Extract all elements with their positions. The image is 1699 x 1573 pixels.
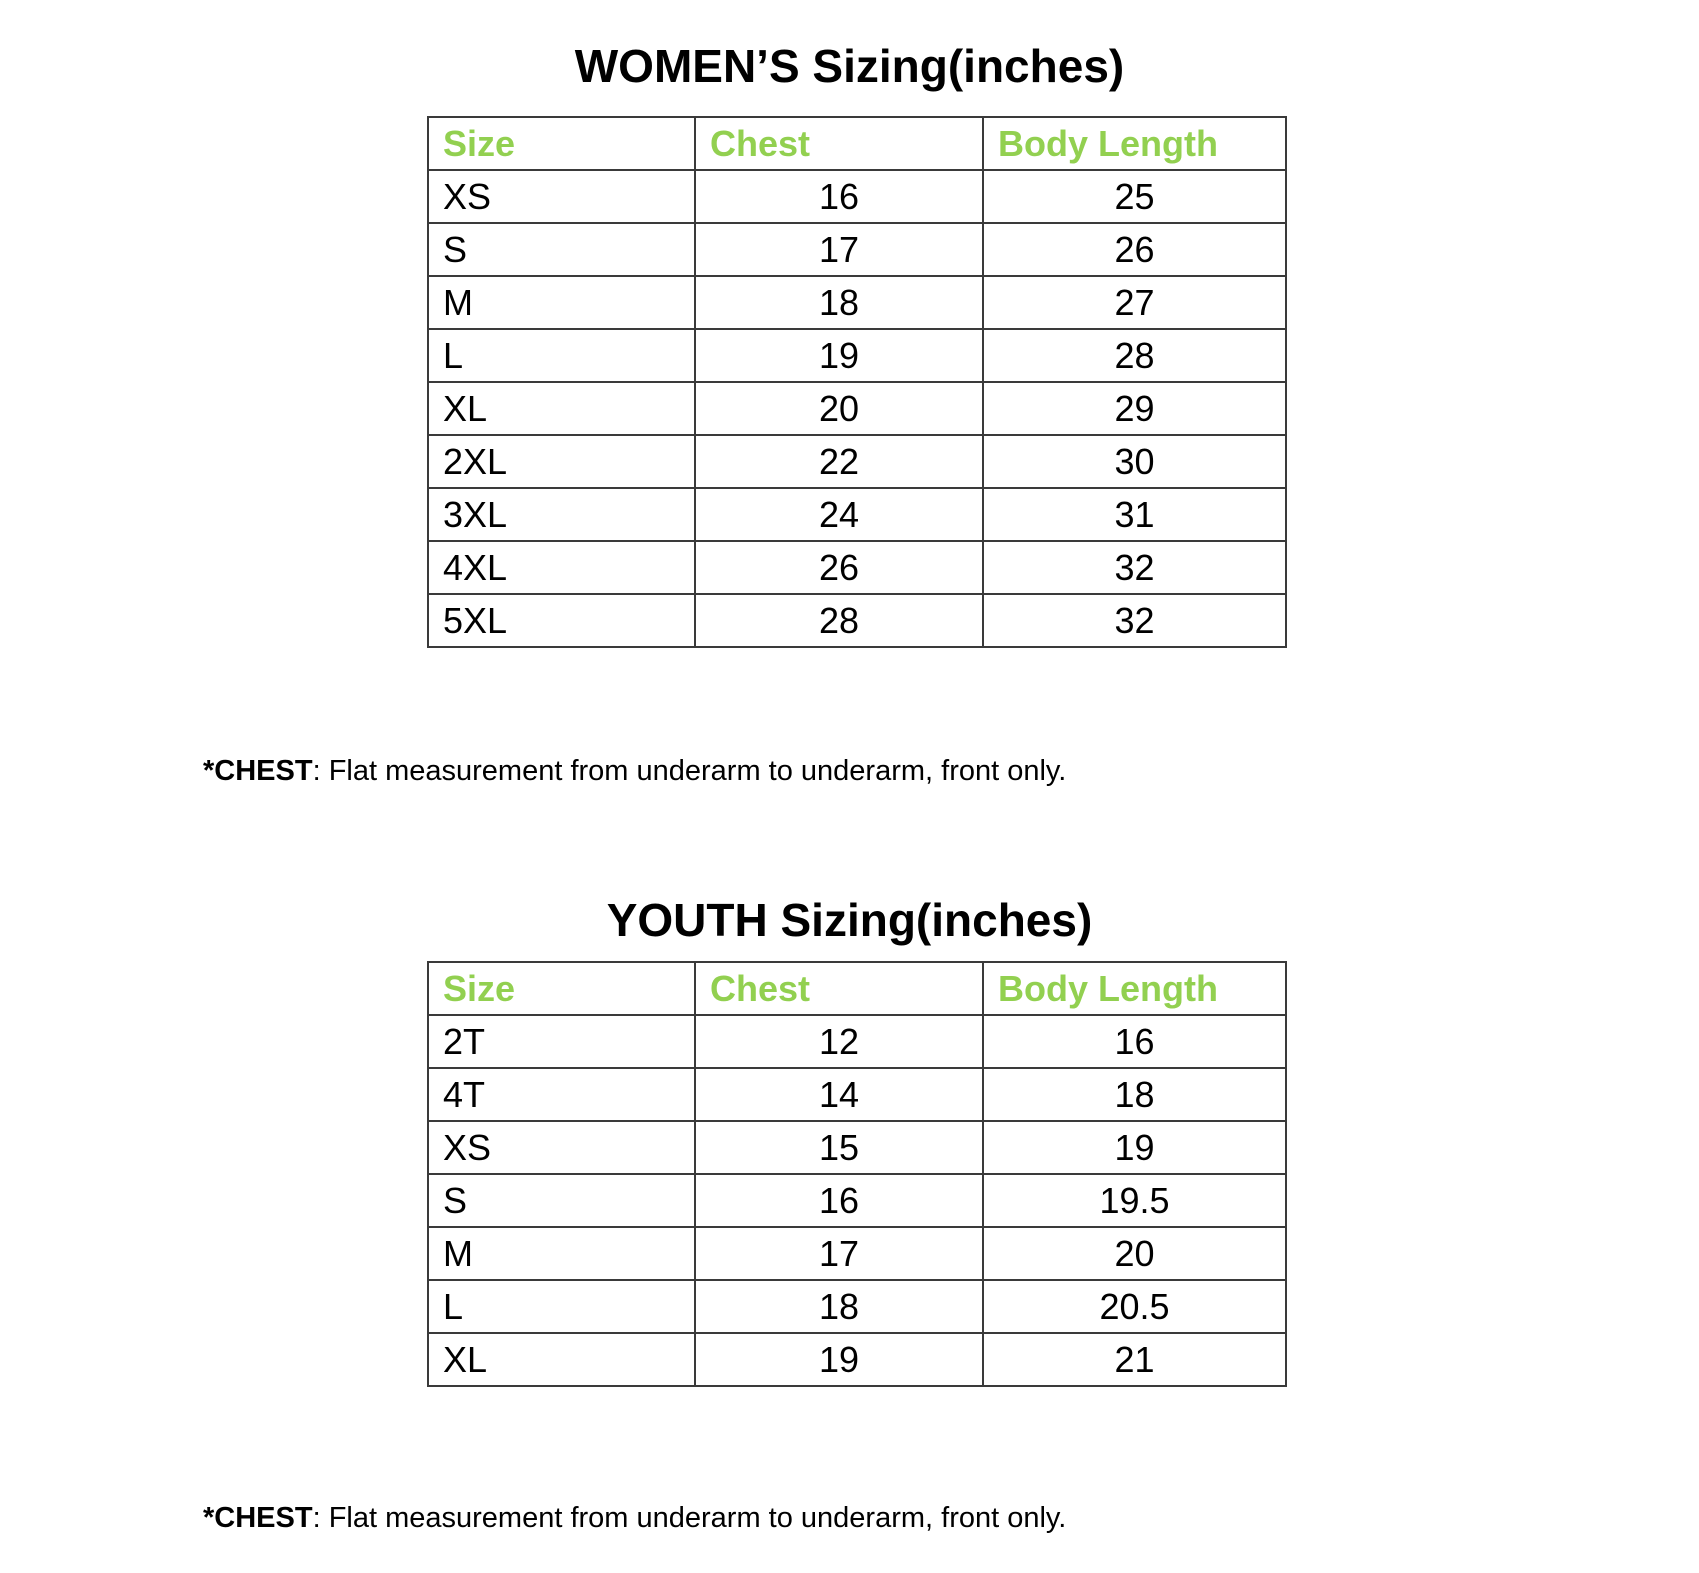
chest-cell: 19 <box>695 329 983 382</box>
body-length-cell: 20 <box>983 1227 1286 1280</box>
body-length-cell: 26 <box>983 223 1286 276</box>
chest-cell: 28 <box>695 594 983 647</box>
chest-note-text: : Flat measurement from underarm to underarm, front only. <box>312 1502 1067 1534</box>
chest-cell: 17 <box>695 223 983 276</box>
chest-note-label: *CHEST <box>203 755 313 787</box>
body-length-cell: 25 <box>983 170 1286 223</box>
table-row <box>428 1068 1286 1121</box>
chest-cell: 20 <box>695 382 983 435</box>
womens-size-table <box>427 116 1287 648</box>
size-cell: XL <box>428 382 695 435</box>
womens-sizing-title: WOMEN’S Sizing(inches) <box>574 40 1125 92</box>
chest-cell: 17 <box>695 1227 983 1280</box>
table-header-row <box>428 117 1286 170</box>
table-row <box>428 276 1286 329</box>
chest-cell: 16 <box>695 170 983 223</box>
chest-column-header: Chest <box>695 117 983 170</box>
body-length-cell: 30 <box>983 435 1286 488</box>
chest-cell: 24 <box>695 488 983 541</box>
size-cell: S <box>428 1174 695 1227</box>
body-length-cell: 21 <box>983 1333 1286 1386</box>
table-row <box>428 1121 1286 1174</box>
table-row <box>428 1227 1286 1280</box>
table-row <box>428 1333 1286 1386</box>
chest-cell: 12 <box>695 1015 983 1068</box>
table-row <box>428 1015 1286 1068</box>
chest-cell: 19 <box>695 1333 983 1386</box>
womens-chest-note <box>203 753 1066 789</box>
chest-cell: 18 <box>695 276 983 329</box>
body-length-cell: 19.5 <box>983 1174 1286 1227</box>
chest-cell: 22 <box>695 435 983 488</box>
body-length-column-header: Body Length <box>983 117 1286 170</box>
table-row <box>428 1174 1286 1227</box>
size-cell: L <box>428 329 695 382</box>
chest-note-label: *CHEST <box>203 1502 313 1534</box>
size-cell: 3XL <box>428 488 695 541</box>
size-cell: 5XL <box>428 594 695 647</box>
table-row <box>428 382 1286 435</box>
table-row <box>428 223 1286 276</box>
chest-note-text: : Flat measurement from underarm to underarm, front only. <box>312 755 1067 787</box>
body-length-cell: 16 <box>983 1015 1286 1068</box>
youth-size-table <box>427 961 1287 1387</box>
body-length-cell: 27 <box>983 276 1286 329</box>
table-row <box>428 170 1286 223</box>
body-length-cell: 20.5 <box>983 1280 1286 1333</box>
table-row <box>428 329 1286 382</box>
size-column-header: Size <box>428 962 695 1015</box>
size-cell: 4XL <box>428 541 695 594</box>
table-header-row <box>428 962 1286 1015</box>
body-length-cell: 31 <box>983 488 1286 541</box>
body-length-cell: 18 <box>983 1068 1286 1121</box>
size-cell: XL <box>428 1333 695 1386</box>
table-row <box>428 541 1286 594</box>
size-cell: M <box>428 1227 695 1280</box>
body-length-column-header: Body Length <box>983 962 1286 1015</box>
chest-cell: 14 <box>695 1068 983 1121</box>
body-length-cell: 29 <box>983 382 1286 435</box>
size-cell: XS <box>428 1121 695 1174</box>
body-length-cell: 32 <box>983 541 1286 594</box>
size-cell: 4T <box>428 1068 695 1121</box>
table-row <box>428 488 1286 541</box>
body-length-cell: 32 <box>983 594 1286 647</box>
size-cell: 2T <box>428 1015 695 1068</box>
chest-cell: 16 <box>695 1174 983 1227</box>
chest-cell: 18 <box>695 1280 983 1333</box>
youth-sizing-title: YOUTH Sizing(inches) <box>606 894 1093 946</box>
body-length-cell: 19 <box>983 1121 1286 1174</box>
chest-cell: 26 <box>695 541 983 594</box>
size-cell: XS <box>428 170 695 223</box>
size-cell: 2XL <box>428 435 695 488</box>
size-cell: L <box>428 1280 695 1333</box>
table-row <box>428 1280 1286 1333</box>
size-cell: M <box>428 276 695 329</box>
youth-chest-note <box>203 1500 1066 1536</box>
size-cell: S <box>428 223 695 276</box>
body-length-cell: 28 <box>983 329 1286 382</box>
chest-column-header: Chest <box>695 962 983 1015</box>
size-column-header: Size <box>428 117 695 170</box>
table-row <box>428 594 1286 647</box>
table-row <box>428 435 1286 488</box>
chest-cell: 15 <box>695 1121 983 1174</box>
